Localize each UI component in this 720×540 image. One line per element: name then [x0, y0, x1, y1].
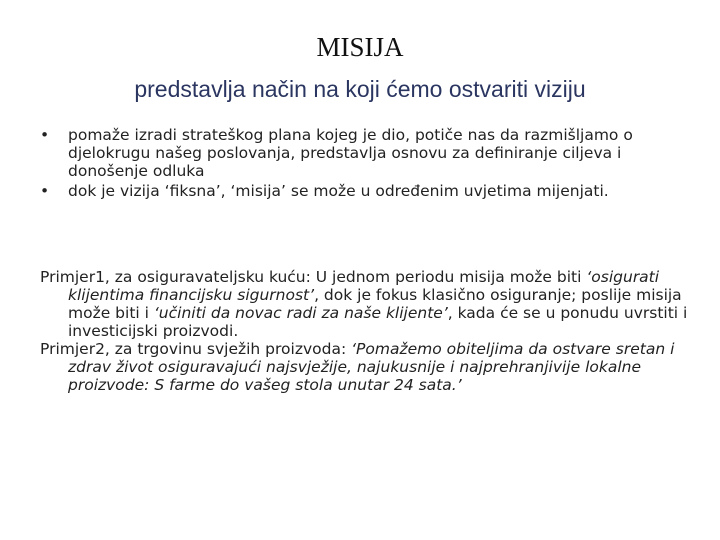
slide-title: MISIJA	[316, 32, 404, 62]
examples-block	[40, 268, 690, 394]
example-quote: ‘osigurati klijentima financijsku sigurnost’	[68, 268, 660, 304]
bullet-text: dok je vizija ‘fiksna’, ‘misija’ se može u određenim uvjetima mijenjati.	[68, 182, 609, 200]
example-quote: ‘Pomažemo obiteljima da ostvare sretan i zdrav život osiguravajući najsvježije, najukusnije i najprehranjivije lokalne proizvode: S farme do vašeg stola unutar 24 sata.’	[68, 340, 675, 394]
example-paragraph-2	[40, 340, 690, 394]
bullet-text: pomaže izradi strateškog plana kojeg je dio, potiče nas da razmišljamo o djelokrugu našeg poslovanja, predstavlja osnovu za definiranje ciljeva i donošenje odluka	[68, 126, 633, 180]
example-tail: , kada će se u ponudu uvrstiti i investicijski proizvodi.	[68, 304, 688, 340]
bullet-marker: •	[40, 126, 50, 144]
slide-subtitle: predstavlja način na koji ćemo ostvariti viziju	[134, 76, 586, 102]
example-lead: Primjer2, za trgovinu svježih proizvoda:	[40, 340, 352, 358]
example-lead: Primjer1, za osiguravateljsku kuću: U jednom periodu misija može biti	[40, 268, 587, 286]
example-middle: , dok je fokus klasično osiguranje; poslije misija može biti i	[68, 286, 682, 322]
bullet-item	[40, 126, 690, 180]
bullet-marker: •	[40, 182, 50, 200]
example-quote: ‘učiniti da novac radi za naše klijente’	[153, 304, 448, 322]
example-paragraph-1	[40, 268, 690, 340]
bullet-item	[40, 182, 690, 200]
bullet-list	[40, 126, 690, 202]
